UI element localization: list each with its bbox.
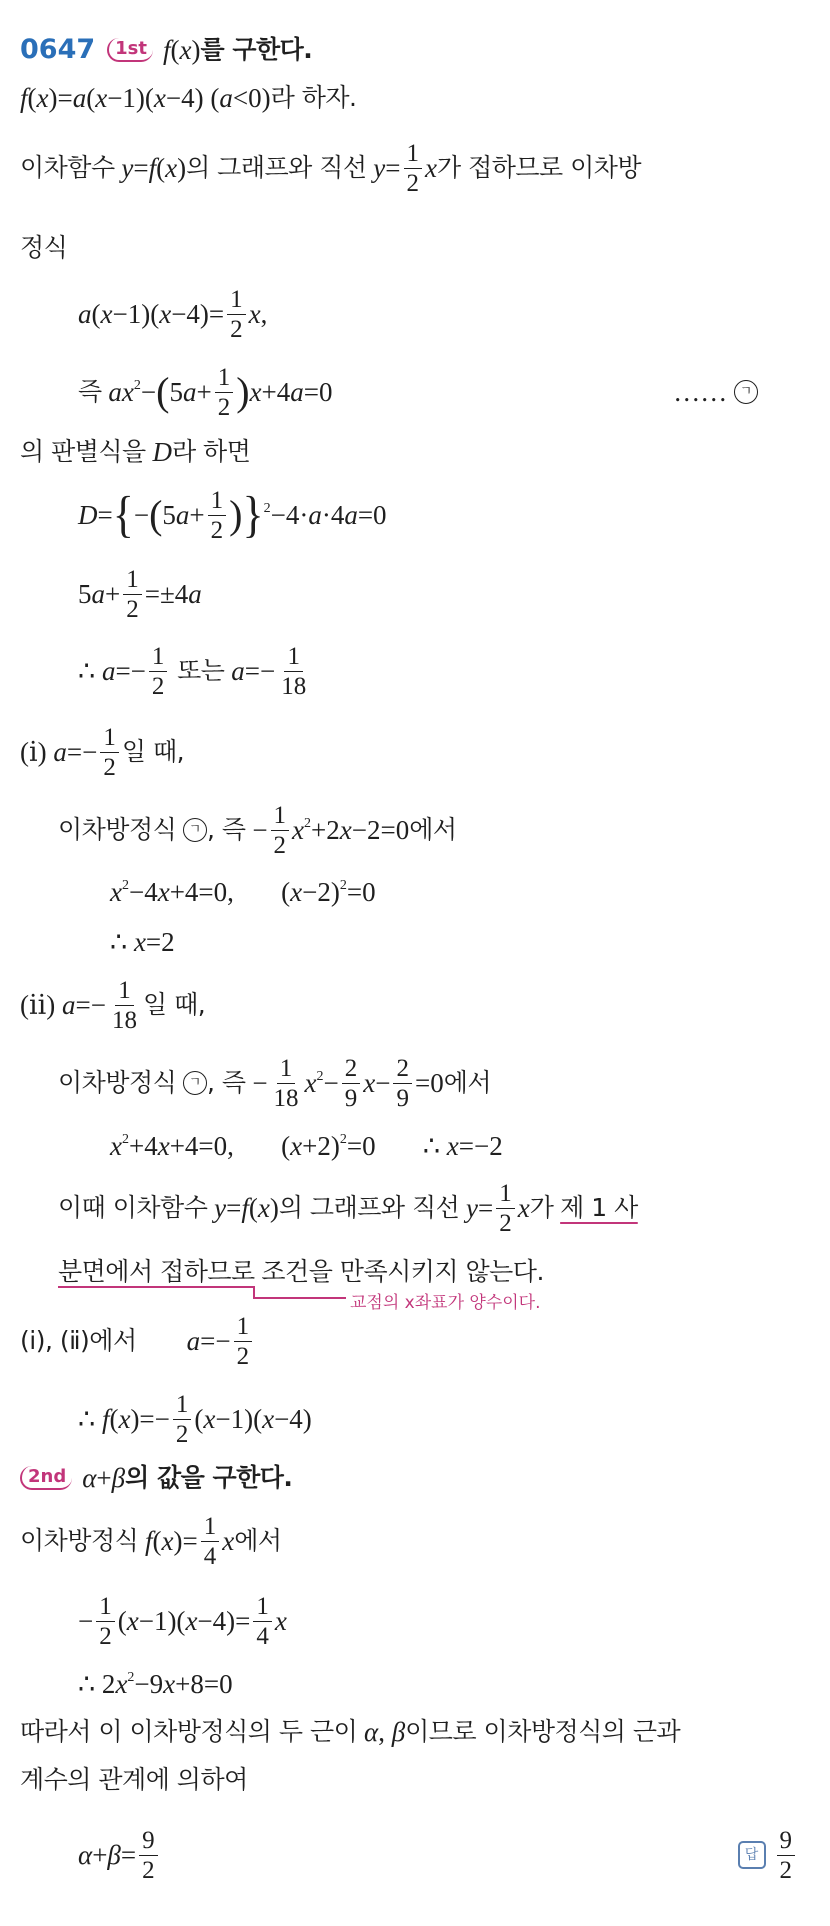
equation-1: a ( x −1)( x −4)= $\frac{1}{2}$ x , bbox=[78, 285, 268, 343]
ie-label: 즉 bbox=[78, 377, 102, 406]
case-1-eq-2: x 2 −4 x +4=0, ( x −2) 2 =0 bbox=[110, 877, 376, 907]
case-2-label: (ⅱ) bbox=[20, 990, 56, 1020]
roots-line-1: 따라서 이 이차방정식의 두 근이 α , β 이므로 이차방정식의 근과 bbox=[20, 1712, 680, 1752]
dots: …… bbox=[673, 377, 728, 407]
cases-conclusion: (ⅰ), (ⅱ)에서 a =− $\frac{1}{2}$ bbox=[20, 1310, 255, 1372]
equation-3: 5 a + $\frac{1}{2}$ =±4 a bbox=[78, 565, 202, 623]
step-2-header: 2nd α + β 의 값을 구한다. bbox=[20, 1458, 292, 1498]
equation-2: 즉 ax 2 − ( 5 a + $\frac{1}{2}$ ) x +4 a =0 …… ㄱ bbox=[78, 362, 758, 422]
case-1-head: (ⅰ) a =− $\frac{1}{2}$ 일 때, bbox=[20, 723, 185, 781]
case-2-ie: , 즉 bbox=[207, 1068, 246, 1097]
or-word: 또는 bbox=[177, 656, 225, 685]
tangent-intro-a: 이차함수 bbox=[20, 153, 115, 182]
step-2-eq-1: − $\frac{1}{2}$ ( x −1)( x −4)= $\frac{1}{4}$ x bbox=[78, 1592, 287, 1650]
discriminant-eq: D = { − ( 5 a + $\frac{1}{2}$ ) } 2 −4· a ·4 a =0 bbox=[78, 486, 387, 544]
equation-4: ∴ a =− $\frac{1}{2}$ 또는 a =− $\frac{1}{18}$ bbox=[78, 642, 307, 700]
discriminant-intro-a: 의 판별식을 bbox=[20, 437, 146, 466]
step-2-badge: 2nd bbox=[20, 1466, 72, 1490]
case-2-eseo: 에서 bbox=[443, 1068, 492, 1097]
setup-line: f ( x )= a ( x −1)( x −4) ( a <0) 라 하자. bbox=[20, 78, 356, 118]
case-1-eq: 이차방정식 ㄱ , 즉 − $\frac{1}{2}$ x 2 +2 x −2=0 에서 bbox=[58, 801, 457, 859]
step-2-eseo: 에서 bbox=[234, 1526, 282, 1555]
case-2-when: 일 때, bbox=[142, 990, 206, 1019]
roots-line-2 bbox=[20, 1760, 248, 1800]
case-2-eq-2: x 2 +4 x +4=0, ( x +2) 2 =0 ∴ x =−2 bbox=[110, 1131, 503, 1161]
f-result: ∴ f ( x )=− $\frac{1}{2}$ ( x −1)( x −4) bbox=[78, 1390, 312, 1448]
conclusion-d: 조건을 만족시키지 않는다. bbox=[261, 1257, 544, 1286]
final-line: α + β = $\frac{9}{2}$ 답 $\frac{9}{2}$ bbox=[78, 1822, 798, 1888]
case-1-eq-3: ∴ x =2 bbox=[110, 927, 175, 957]
discriminant-intro: 의 판별식을 D 라 하면 bbox=[20, 432, 250, 472]
case-1-eseo: 에서 bbox=[409, 815, 457, 844]
conclusion-underline-2: 분면에서 접하므로 bbox=[58, 1257, 255, 1286]
step-2-eq-intro: 이차방정식 f ( x )= $\frac{1}{4}$ x 에서 bbox=[20, 1512, 282, 1570]
conclusion-line-1: 이때 이차함수 y = f ( x ) 의 그래프와 직선 y = $\frac{1}{2}$ x 가 제 1 사 bbox=[58, 1179, 638, 1237]
roots-b: 이므로 이차방정식의 근과 bbox=[405, 1717, 681, 1746]
problem-number: 0647 bbox=[20, 34, 96, 65]
conclusion-underline-1: 제 1 사 bbox=[560, 1193, 638, 1222]
case-1-eq-label: 이차방정식 bbox=[58, 815, 177, 844]
tangent-intro-c: 가 접하므로 이차방 bbox=[436, 153, 642, 182]
tangent-intro-cont bbox=[20, 228, 67, 268]
cases-from: (ⅰ), (ⅱ)에서 bbox=[20, 1326, 137, 1355]
step-2-eq-2: ∴ 2 x 2 −9 x +8=0 bbox=[78, 1669, 233, 1699]
setup-tail: 라 하자. bbox=[270, 83, 357, 112]
step-1-title: 를 구한다. bbox=[200, 35, 313, 64]
roots-c: 계수의 관계에 의하여 bbox=[20, 1765, 248, 1794]
step-2-title: 의 값을 구한다. bbox=[125, 1463, 293, 1492]
case-2-eq: 이차방정식 ㄱ , 즉 − $\frac{1}{18}$ x 2 − $\frac{2}{9}$ x − $\frac{2}{9}$ =0 에서 bbox=[58, 1054, 492, 1112]
conclusion-b: 의 그래프와 직선 bbox=[278, 1193, 460, 1222]
tangent-intro-b: 의 그래프와 직선 bbox=[186, 153, 367, 182]
circle-label-giyeok: ㄱ bbox=[734, 380, 758, 404]
roots-a: 따라서 이 이차방정식의 두 근이 bbox=[20, 1717, 358, 1746]
case-1-ie: , 즉 bbox=[207, 815, 246, 844]
step-1-badge: 1st bbox=[107, 38, 153, 62]
case-2-eq-label: 이차방정식 bbox=[58, 1068, 177, 1097]
conclusion-a: 이때 이차함수 bbox=[58, 1193, 208, 1222]
annotation-bracket bbox=[250, 1284, 350, 1308]
case-1-label: (ⅰ) bbox=[20, 737, 47, 767]
answer-mark-icon: 답 bbox=[738, 1841, 766, 1869]
case-1-circle: ㄱ bbox=[183, 818, 207, 842]
tangent-intro-d: 정식 bbox=[20, 233, 68, 262]
problem-header: 0647 1st f ( x ) 를 구한다. bbox=[20, 30, 312, 70]
case-2-head: (ⅱ) a =− $\frac{1}{18}$ 일 때, bbox=[20, 976, 206, 1034]
conclusion-c: 가 bbox=[529, 1193, 554, 1222]
answer-box: 답 $\frac{9}{2}$ bbox=[738, 1828, 799, 1883]
annotation-note: 교점의 x좌표가 양수이다. bbox=[350, 1293, 541, 1313]
step-2-eq-label: 이차방정식 bbox=[20, 1526, 139, 1555]
discriminant-intro-b: 라 하면 bbox=[171, 437, 251, 466]
case-1-when: 일 때, bbox=[121, 737, 185, 766]
case-2-circle: ㄱ bbox=[183, 1071, 207, 1095]
tangent-intro: 이차함수 y = f ( x ) 의 그래프와 직선 y = $\frac{1}{2}$ x 가 접하므로 이차방 bbox=[20, 139, 642, 197]
